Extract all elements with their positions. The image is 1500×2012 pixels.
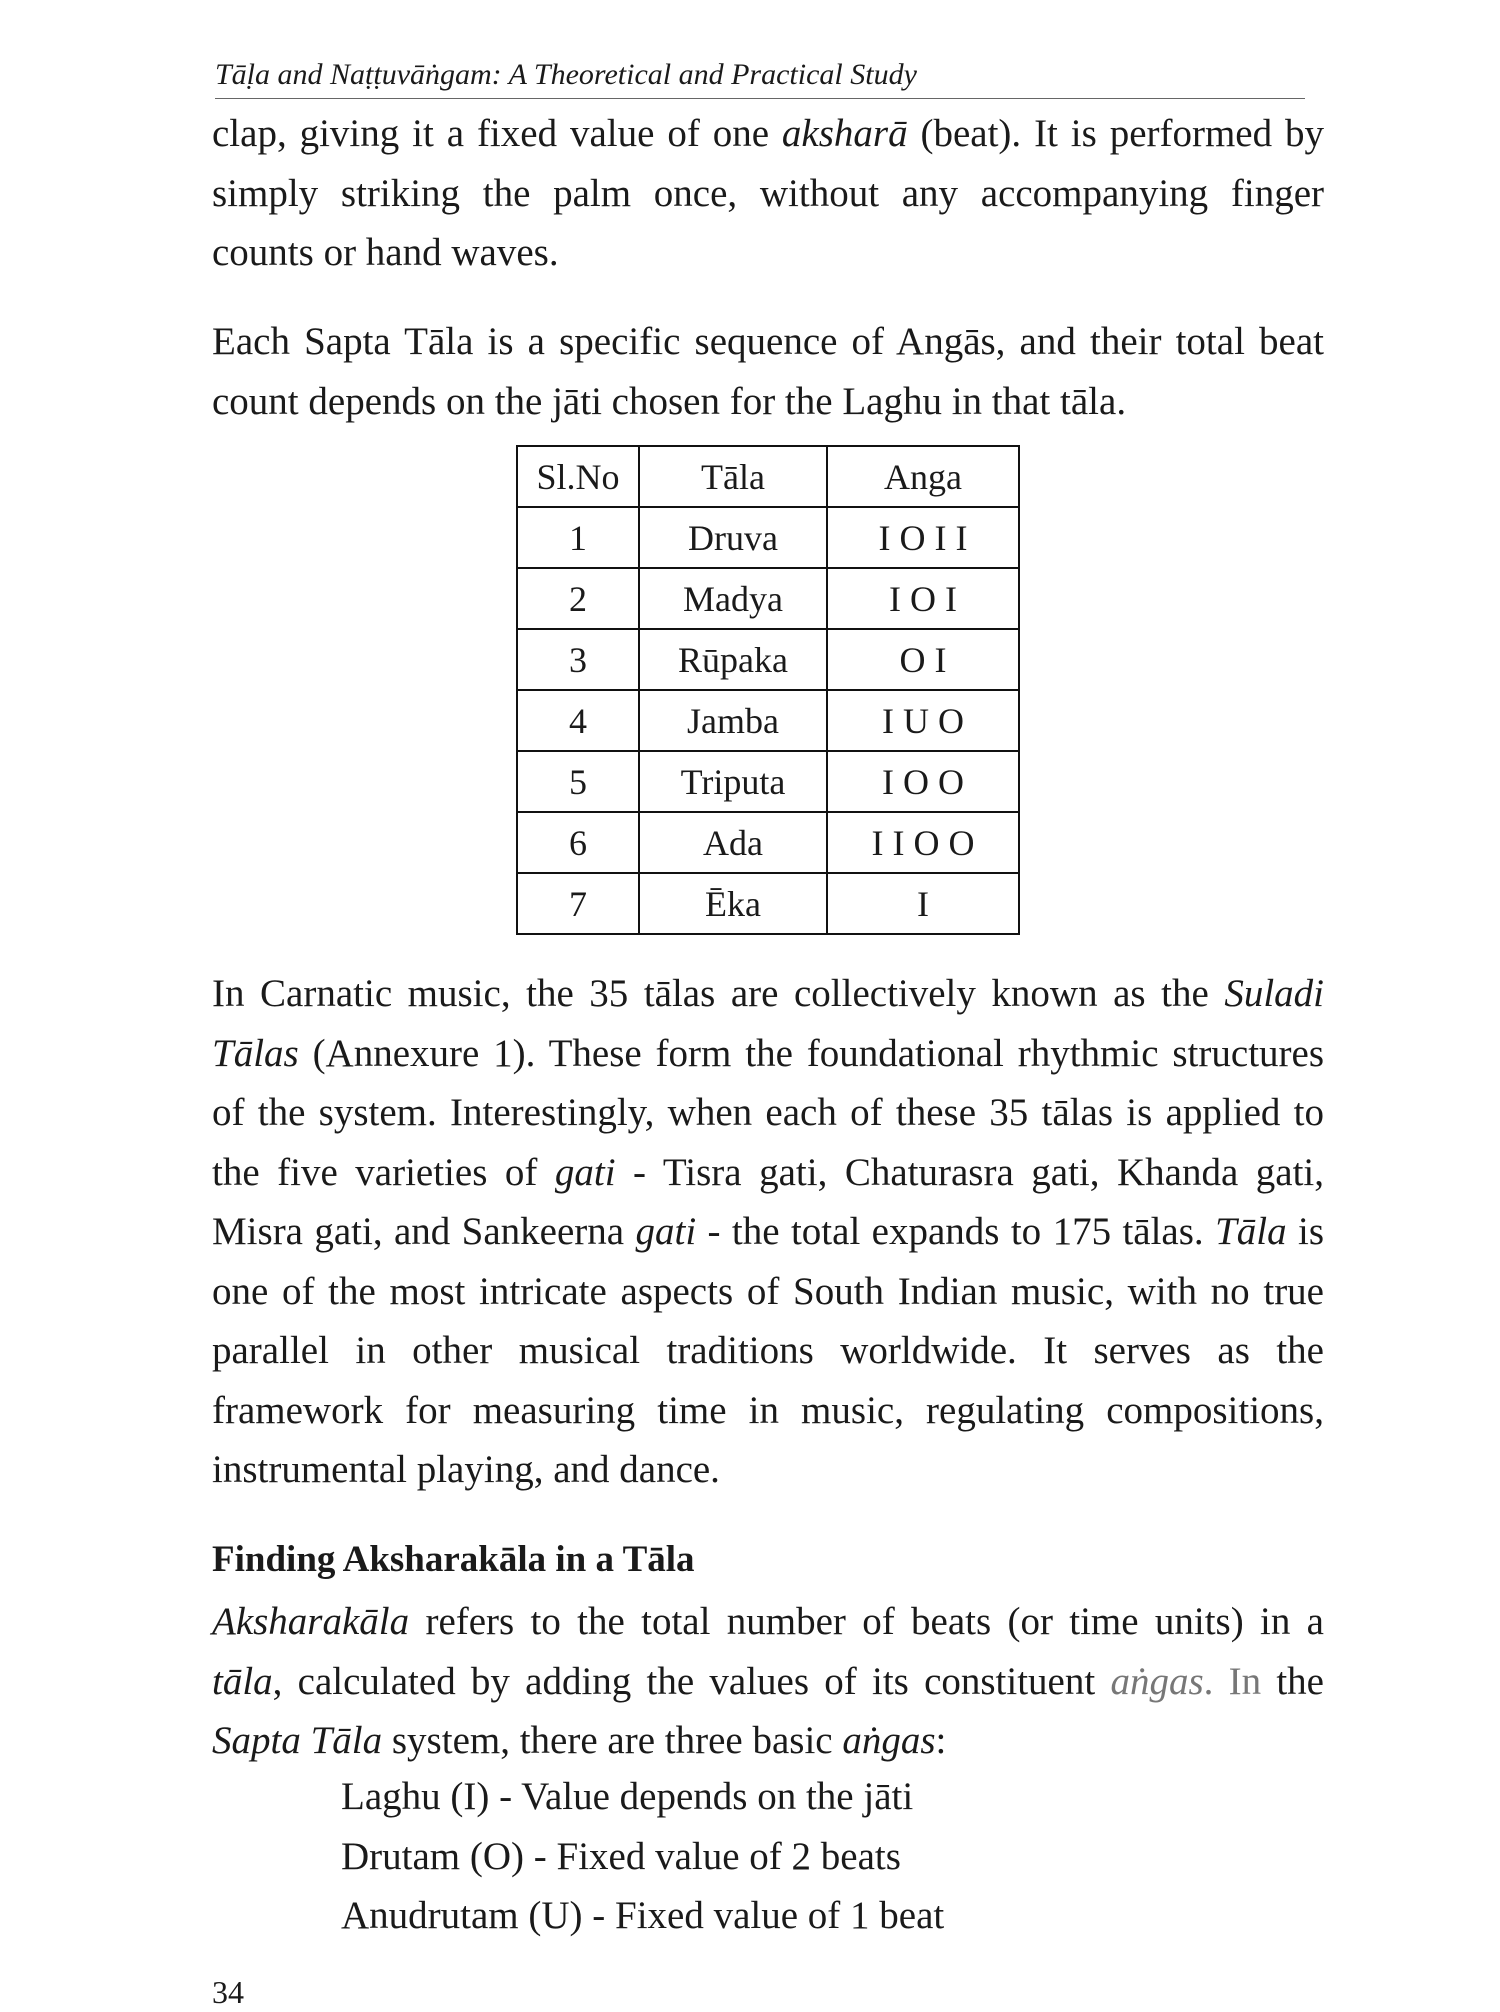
table-header-row (517, 446, 1019, 507)
p3-text-a: In Carnatic music, the 35 tālas are collectively known as the (212, 972, 1225, 1015)
cell-slno: 7 (517, 873, 639, 934)
table-row (517, 873, 1019, 934)
cell-slno: 6 (517, 812, 639, 873)
header-tala: Tāla (639, 446, 827, 507)
cell-tala: Jamba (639, 690, 827, 751)
cell-anga: I O I I (827, 507, 1019, 568)
table-row (517, 568, 1019, 629)
cell-tala: Triputa (639, 751, 827, 812)
cell-anga: I O O (827, 751, 1019, 812)
p4-text-f: . In (1203, 1659, 1262, 1703)
paragraph-sapta-tala: Each Sapta Tāla is a specific sequence of Angās, and their total beat count depends on the jāti chosen for the Laghu in that tāla. (212, 320, 1324, 423)
p3-italic-gati: gati (554, 1150, 616, 1194)
table-row (517, 629, 1019, 690)
list-item: Drutam (O) - Fixed value of 2 beats (341, 1834, 901, 1878)
cell-slno: 2 (517, 568, 639, 629)
running-head: Tāḷa and Naṭṭuvāṅgam: A Theoretical and Practical Study (215, 56, 1305, 99)
p4-text-g: the (1261, 1659, 1324, 1703)
p4-text-b: refers to the total number of beats (or time units) in a (409, 1600, 1324, 1643)
table-row (517, 812, 1019, 873)
paragraph-suladi-talas (212, 964, 1324, 1500)
p1-text-a: clap, giving it a fixed value of one (212, 112, 782, 155)
p4-italic-angas-2: aṅgas (842, 1719, 936, 1762)
header-anga: Anga (827, 446, 1019, 507)
p4-text-k: : (935, 1719, 947, 1762)
p3-italic-suladi: Suladi Tālas (212, 972, 1324, 1075)
paragraph-aksharakala (212, 1592, 1324, 1771)
table-row (517, 751, 1019, 812)
cell-tala: Ada (639, 812, 827, 873)
cell-anga: O I (827, 629, 1019, 690)
p3-text-g: - the total expands to 175 tālas. (696, 1210, 1216, 1253)
anga-list (341, 1767, 944, 1946)
p4-text-d: , calculated by adding the values of its constituent (272, 1659, 1111, 1703)
paragraph-clap (212, 104, 1324, 283)
cell-tala: Ēka (639, 873, 827, 934)
cell-anga: I O I (827, 568, 1019, 629)
p3-italic-tala: Tāla (1215, 1210, 1287, 1253)
cell-tala: Madya (639, 568, 827, 629)
p4-italic-aksharakala: Aksharakāla (212, 1600, 410, 1643)
p3-italic-gati-2: gati (635, 1210, 697, 1253)
p4-italic-sapta-tala: Sapta Tāla (212, 1719, 383, 1762)
cell-anga: I I O O (827, 812, 1019, 873)
cell-anga: I (827, 873, 1019, 934)
header-slno: Sl.No (517, 446, 639, 507)
p3-text-e: - Tisra gati, Chaturasra gati, Khanda gati, Misra gati, and Sankeerna (212, 1150, 1324, 1253)
cell-slno: 1 (517, 507, 639, 568)
cell-slno: 3 (517, 629, 639, 690)
cell-slno: 5 (517, 751, 639, 812)
cell-tala: Druva (639, 507, 827, 568)
table-row (517, 507, 1019, 568)
cell-slno: 4 (517, 690, 639, 751)
list-item: Anudrutam (U) - Fixed value of 1 beat (341, 1894, 945, 1937)
section-heading: Finding Aksharakāla in a Tāla (212, 1539, 695, 1580)
p4-italic-tala: tāla (212, 1659, 273, 1703)
p3-text-i: is one of the most intricate aspects of South Indian music, with no true parallel in other musical traditions worldwide. It serves as the framework for measuring time in music, regulating compositions, instrumental playing, and dance. (212, 1210, 1324, 1491)
list-item: Laghu (I) - Value depends on the jāti (341, 1775, 914, 1818)
cell-anga: I U O (827, 690, 1019, 751)
p1-text-c: (beat). It is performed by simply striking the palm once, without any accompanying finger counts or hand waves. (212, 112, 1325, 274)
p3-text-c: (Annexure 1). These form the foundational rhythmic structures of the system. Interestingly, when each of these 35 tālas is applied to the five varieties of (212, 1031, 1324, 1194)
sapta-tala-table (516, 445, 1020, 935)
cell-tala: Rūpaka (639, 629, 827, 690)
p4-italic-angas: aṅgas (1110, 1659, 1204, 1703)
page-number: 34 (212, 1974, 244, 2010)
p1-italic-akshara: aksharā (781, 112, 908, 155)
table-row (517, 690, 1019, 751)
p4-text-i: system, there are three basic (382, 1719, 843, 1762)
